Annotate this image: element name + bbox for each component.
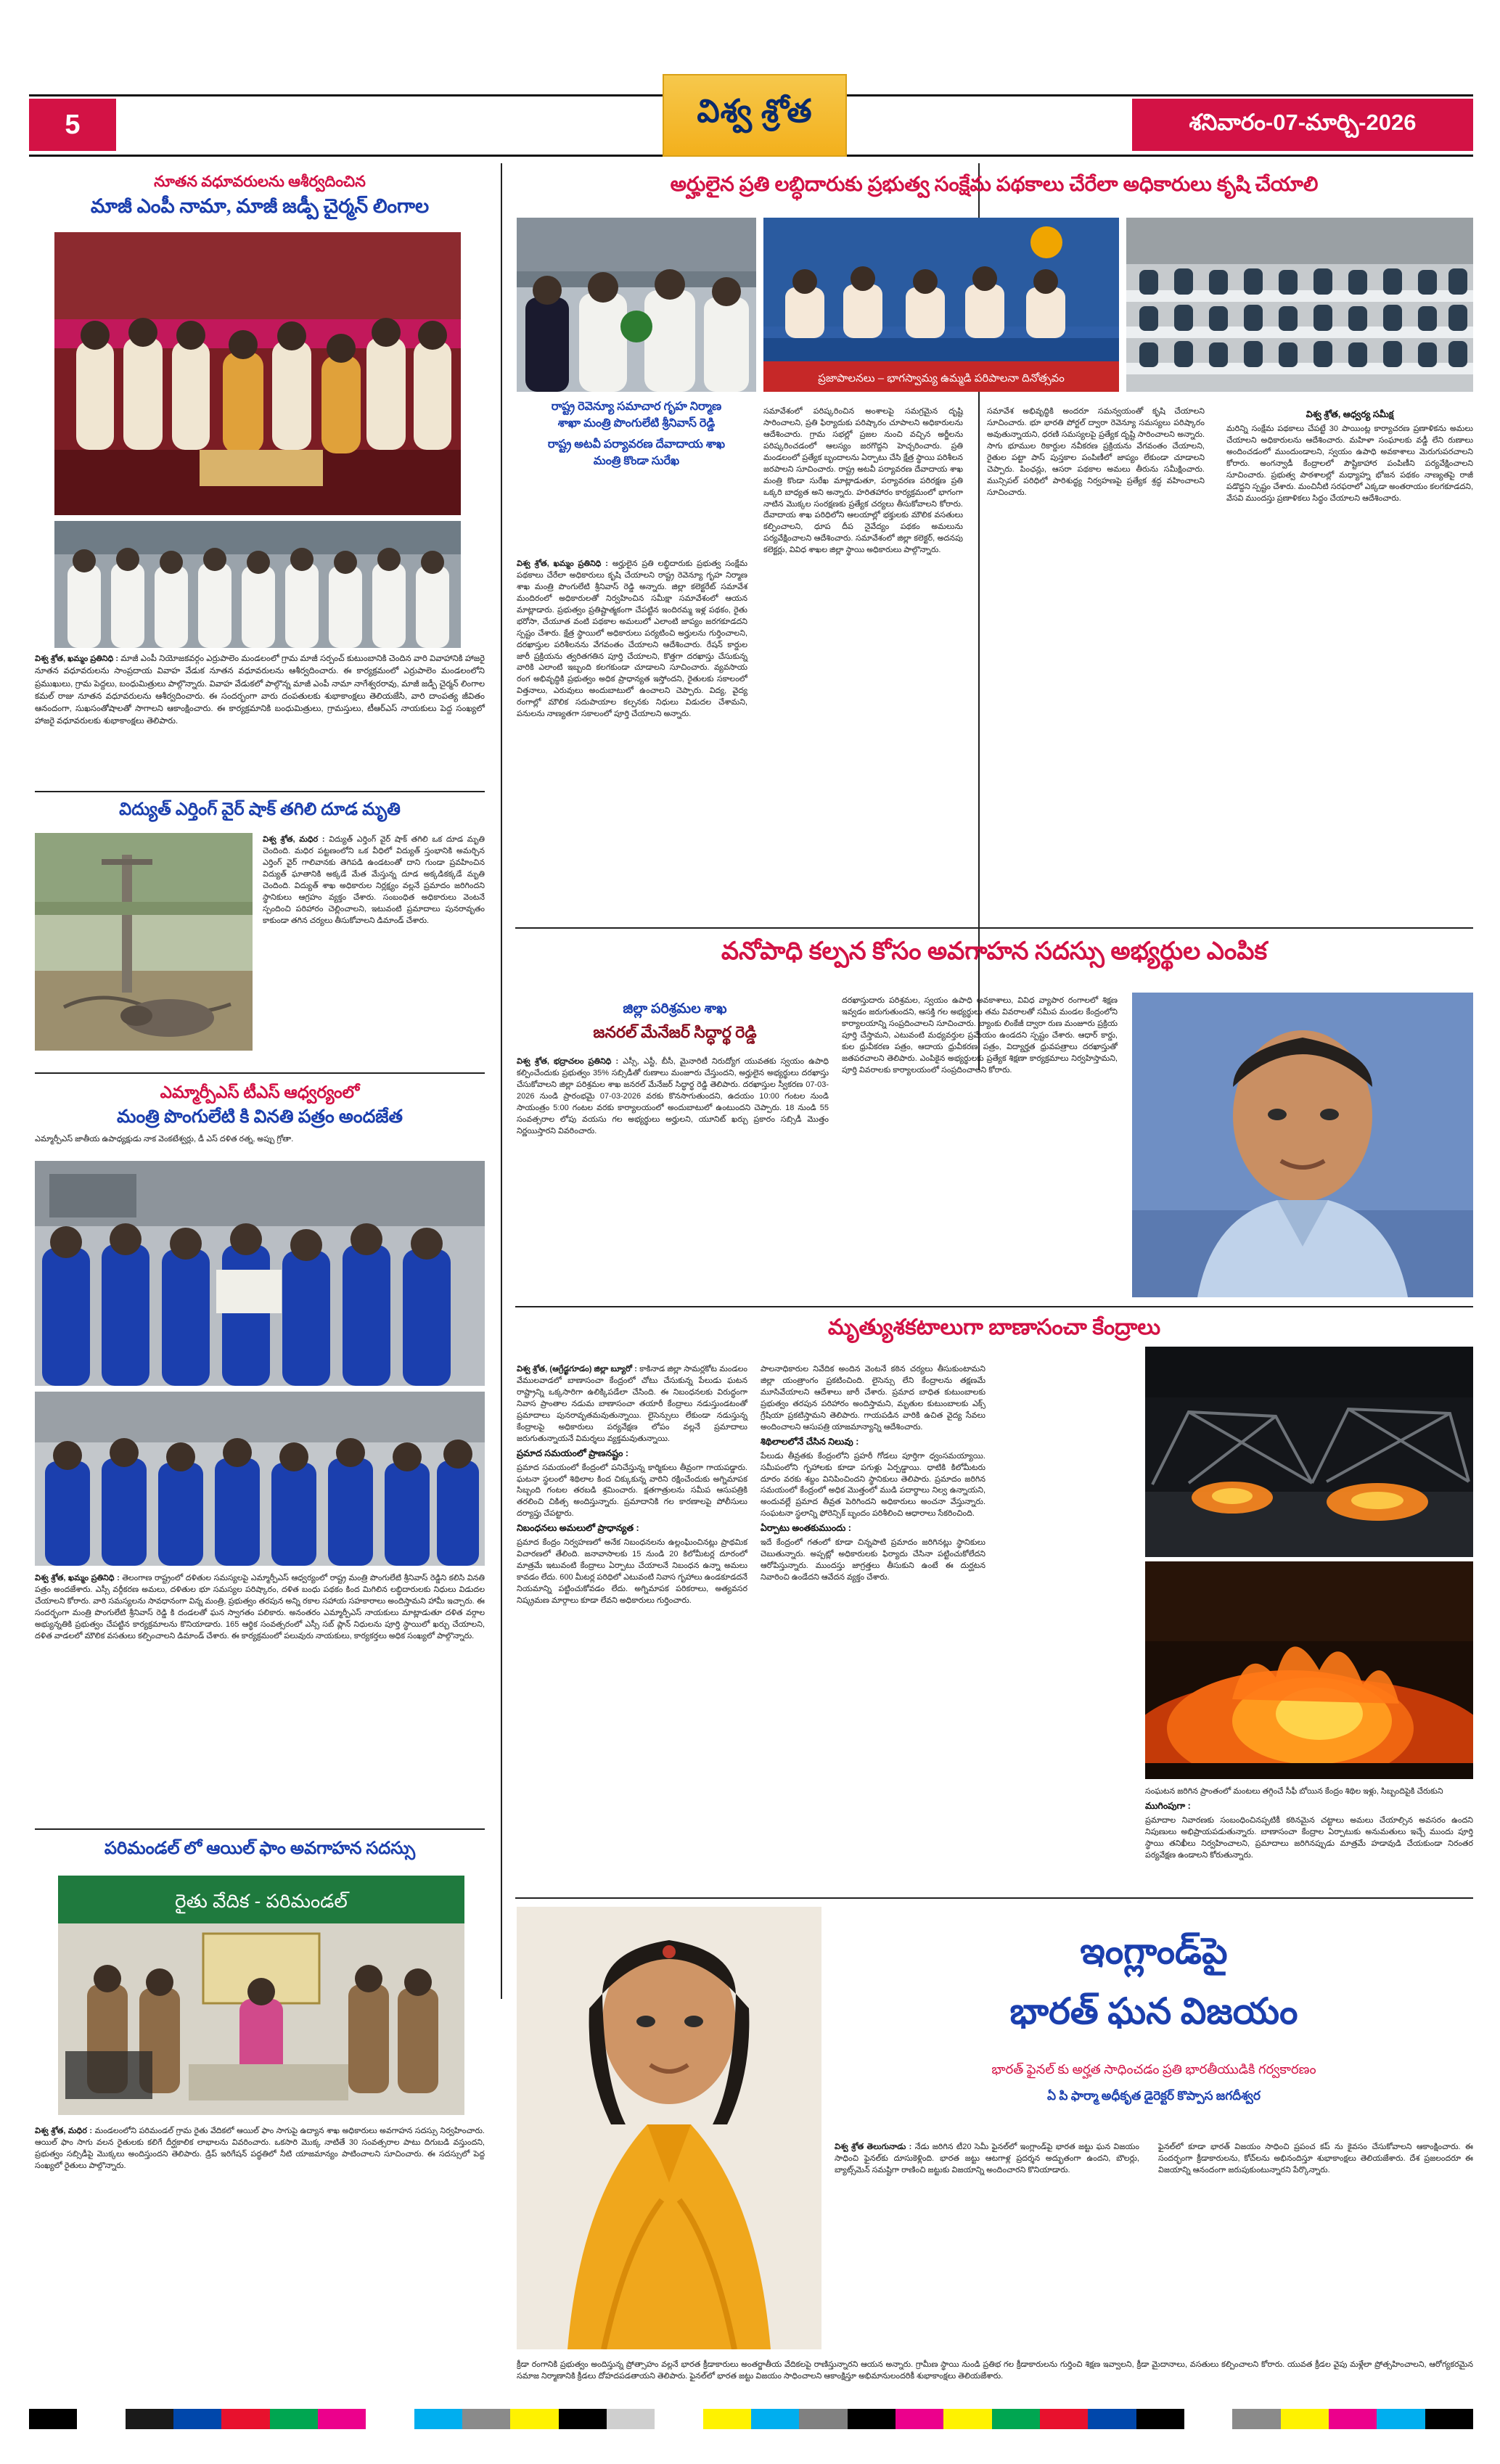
paper-logo <box>663 74 847 157</box>
story-4-text <box>35 2126 485 2172</box>
color-swatch <box>751 2409 799 2429</box>
story-3-photo-meeting <box>35 1161 485 1386</box>
lead-body-a: అర్హులైన ప్రతి లబ్ధిదారుకు ప్రభుత్వ సంక్షేమ పథకాలు చేరేలా అధికారులు కృషి చేయాలని రాష్ట్ర రెవెన్యూ గృహ నిర్మాణ శాఖ మంత్రి పొంగులేటి శ్రీనివాస్ రెడ్డి అన్నారు. జిల్లా కలెక్టరేట్ సమావేశ మందిరంలో అధికారులతో నిర్వహించిన సమీక్షా సమావేశంలో ఆయన మాట్లాడారు. ప్రభుత్వం ప్రతిష్టాత్మకంగా చేపట్టిన ఇందిరమ్మ ఇళ్ల పథకం, రైతు భరోసా, చేయూత వంటి పథకాల అమలులో ఎలాంటి జాప్యం జరగకూడదని స్పష్టం చేశారు. క్షేత్ర స్థాయిలో అధికారులు పర్యటించి అర్హులను గుర్తించాలని, దరఖాస్తుల పరిశీలనను వేగవంతం చేయాలని ఆదేశించారు. రేషన్ కార్డుల జారీ ప్రక్రియను త్వరితగతిన పూర్తి చేయాలని, కొత్తగా దరఖాస్తు చేసుకున్న వారికి ఎలాంటి ఇబ్బంది కలగకుండా చూడాలని సూచించారు. వ్యవసాయ రంగ అభివృద్ధికి ప్రభుత్వం అధిక ప్రాధాన్యత ఇస్తోందని, రైతులకు సకాలంలో విత్తనాలు, ఎరువులు అందుబాటులో ఉంచాలని చెప్పారు. విద్య, వైద్య రంగాల్లో మౌలిక సదుపాయాల కల్పనకు నిధులు విడుదల చేశామని, పనులను నాణ్యతగా సకాలంలో పూర్తి చేయాలని అన్నారు. <box>517 559 747 719</box>
banasancha-headline-block <box>515 1315 1473 1340</box>
bottom-ad-subline: భారత్ ఫైనల్ కు అర్హత సాధించడం ప్రతి భారతీయుడికి గర్వకారణం <box>991 2062 1316 2077</box>
svg-text:రైతు వేదిక - పరిమండల్: రైతు వేదిక - పరిమండల్ <box>175 1890 348 1912</box>
story-4-headline-block <box>35 1839 485 1859</box>
banasancha-sub-1: ప్రమాద సమయంలో ప్రాణనష్టం : <box>517 1447 629 1458</box>
lead-body-col-d <box>1226 406 1473 505</box>
color-swatch <box>462 2409 510 2429</box>
color-swatch <box>77 2409 125 2429</box>
story-1-headline: మాజీ ఎంపీ నామా, మాజీ జడ్పీ చైర్మన్ లింగాల <box>90 194 430 217</box>
color-swatch <box>703 2409 751 2429</box>
bottom-ad-body-left-text: నేడు జరిగిన టీ20 సెమీ ఫైనల్‌లో ఇంగ్లాండ్‌పై భారత జట్టు ఘన విజయం సాధించి ఫైనల్‌కు దూసుకెళ్లింది. భారత జట్టు ఆటగాళ్ల ప్రదర్శన అద్భుతంగా ఉందని, బౌలర్లు, బ్యాట్స్‌మెన్ సమష్టిగా రాణించి జట్టుకు విజయాన్ని అందించారని కొనియాడారు. <box>835 2143 1140 2175</box>
vanopadhi-org-block <box>522 1001 827 1042</box>
bottom-ad-body-bottom-text: క్రీడా రంగానికి ప్రభుత్వం అందిస్తున్న ప్రోత్సాహం వల్లనే భారత క్రీడాకారులు అంతర్జాతీయ వేదికలపై రాణిస్తున్నారని ఆయన అన్నారు. గ్రామీణ స్థాయి నుండి ప్రతిభ గల క్రీడాకారులను గుర్తించి శిక్షణ ఇవ్వాలని, క్రీడా మైదానాలు, వసతులు కల్పించాలని కోరారు. యువత క్రీడల వైపు మళ్లేలా ప్రోత్సహించాలని, ఆరోగ్యకరమైన సమాజ నిర్మాణానికి క్రీడలు దోహదపడతాయని తెలిపారు. ఫైనల్‌లో భారత జట్టు విజయం సాధించాలని ఆకాంక్షిస్తూ అభిమానులందరికీ శుభాకాంక్షలు తెలియజేశారు. <box>517 2360 1473 2381</box>
banasancha-sub-5: ముగింపుగా : <box>1145 1800 1191 1811</box>
story-2-byline: విశ్వ శ్రోత, మధిర : <box>263 835 325 844</box>
color-swatch <box>221 2409 269 2429</box>
vanopadhi-body-right-text: దరఖాస్తుదారు పరిశ్రమల, స్వయం ఉపాధి అవకాశాలు, వివిధ వ్యాపార రంగాలలో శిక్షణ ఇవ్వడం జరుగుతుందని, ఆసక్తి గల అభ్యర్థులు తమ వివరాలతో సమీప మండల కేంద్రంలోని కార్యాలయాన్ని సంప్రదించాలని సూచించారు. బ్యాంకు లింకేజీ ద్వారా రుణ మంజూరు ప్రక్రియ పూర్తి చేస్తామని, ఎటువంటి మధ్యవర్తుల ప్రమేయం ఉండదని స్పష్టం చేశారు. ఆధార్ కార్డు, కుల ధ్రువీకరణ పత్రం, ఆదాయ ధ్రువీకరణ పత్రం, విద్యార్హత ధ్రువపత్రాలు దరఖాస్తుతో జతపరచాలని తెలిపారు. ఎంపికైన అభ్యర్థులకు ప్రత్యేక శిక్షణా కార్యక్రమాలు నిర్వహిస్తామని, పూర్తి వివరాలకు కార్యాలయంలో సంప్రదించాలని కోరారు. <box>842 996 1118 1075</box>
banasancha-photo-destroyed-shed <box>1145 1347 1473 1557</box>
divider-col1-c <box>35 1828 485 1830</box>
lead-story-headline: అర్హులైన ప్రతి లబ్ధిదారుకు ప్రభుత్వ సంక్షేమ పథకాలు చేరేలా అధికారులు కృషి చేయాలి <box>670 173 1319 196</box>
banasancha-col-a <box>517 1364 747 1607</box>
bottom-ad-body-left <box>835 2142 1139 2177</box>
vanopadhi-body-left <box>517 1056 829 1138</box>
bottom-ad-portrait-photo <box>517 1907 821 2349</box>
color-swatch <box>29 2409 77 2429</box>
color-swatch <box>414 2409 462 2429</box>
bottom-ad-byline: విశ్వ శ్రోత తెలుగునాడు : <box>835 2143 912 2151</box>
story-4-body: మండలంలోని పరిమండల్ గ్రామ రైతు వేదికలో ఆయిల్ ఫాం సాగుపై ఉద్యాన శాఖ అధికారులు అవగాహన సదస్సు నిర్వహించారు. ఆయిల్ ఫాం సాగు వలన రైతులకు కలిగే దీర్ఘకాలిక లాభాలను వివరించారు. ఒకసారి మొక్క నాటితే 30 సంవత్సరాల పాటు దిగుబడి వస్తుందని, ప్రభుత్వం సబ్సిడీపై మొక్కలు అందిస్తుందని తెలిపారు. డ్రిప్ ఇరిగేషన్ పద్ధతిలో నీటి యాజమాన్యం పాటించాలని సూచించారు. ఈ సదస్సులో పెద్ద సంఖ్యలో రైతులు పాల్గొన్నారు. <box>35 2127 485 2170</box>
svg-text:ప్రజాపాలనలు – భాగస్వామ్య ఉమ్మడ: ప్రజాపాలనలు – భాగస్వామ్య ఉమ్మడి పరిపాలనా దినోత్సవం <box>818 372 1065 385</box>
color-swatch <box>1088 2409 1136 2429</box>
banasancha-caption-text: సంఘటన జరిగిన ప్రాంతంలో మంటలు తగ్గించే సీఫీ బోయిన కేంద్రం శిథిల ఇళ్లు, సిబ్బందిపైకి చేరుకుని <box>1145 1787 1443 1796</box>
lead-body-b: సమావేశంలో పరిష్కరించిన అంశాలపై సమగ్రమైన దృష్టి సారించాలని, ప్రతి ఫిర్యాదుకు పరిష్కారం చూపాలని అధికారులను ఆదేశించారు. గ్రామ సభల్లో ప్రజల నుంచి వచ్చిన అర్జీలను పరిష్కరించడంలో ఆలస్యం జరగొద్దని హెచ్చరించారు. ప్రతి మండలంలో ప్రత్యేక బృందాలను ఏర్పాటు చేసి క్షేత్ర స్థాయి పరిశీలన జరపాలని సూచించారు. రాష్ట్ర అటవీ పర్యావరణ దేవాదాయ శాఖ మంత్రి కొండా సురేఖ మాట్లాడుతూ, పర్యావరణ పరిరక్షణ ప్రతి ఒక్కరి బాధ్యత అని అన్నారు. హరితహారం కార్యక్రమంలో భాగంగా నాటిన మొక్కల సంరక్షణకు ప్రత్యేక చర్యలు తీసుకోవాలని కోరారు. దేవాదాయ శాఖ పరిధిలోని ఆలయాల్లో భక్తులకు మౌలిక వసతులు కల్పించాలని, ధూప దీప నైవేద్యం పథకం అమలును పర్యవేక్షించాలని ఆదేశించారు. సమావేశంలో జిల్లా కలెక్టర్, అదనపు కలెక్టర్లు, వివిధ శాఖల జిల్లా స్థాయి అధికారులు పాల్గొన్నారు. <box>763 407 963 555</box>
story-4-byline: విశ్వ శ్రోత, మధిర : <box>35 2127 93 2135</box>
color-swatch <box>799 2409 847 2429</box>
story-1-body: మాజీ ఎంపీ నియోజకవర్గం ఎర్రుపాలెం మండలంలో గ్రామ మాజీ సర్పంచ్ కుటుంబానికి చెందిన వారి వివాహానికి హాజరై నూతన వధూవరులను సాంప్రదాయ వివాహ వేడుక నూతన వధూవరులను ఆశీర్వదించారు. ఈ కార్యక్రమంలో ఎర్రుపాలెం మండలంలోని ప్రముఖులు, గ్రామ పెద్దలు, బంధుమిత్రులు పాల్గొన్నారు. వివాహ వేడుకలో పాల్గొన్న మాజీ ఎంపీ నామా నాగేశ్వరరావు, మాజీ జడ్పీ చైర్మన్ లింగాల కమల్ రాజు నూతన వధూవరులను ఆశీర్వదించారు. ఈ సందర్భంగా వారు దంపతులకు శుభాకాంక్షలు తెలియజేసి, వారి దాంపత్య జీవితం ఆనందంగా, సుఖసంతోషాలతో సాగాలని ఆకాంక్షించారు. ఈ కార్యక్రమానికి బంధుమిత్రులు, గ్రామస్తులు, టీఆర్ఎస్ నాయకులు పెద్ద సంఖ్యలో హాజరై వధూవరులకు శుభాకాంక్షలు తెలిపారు. <box>35 654 485 726</box>
story-2-body: విద్యుత్ ఎర్తింగ్ వైర్ షాక్ తగిలి ఒక దూడ మృతి చెందింది. మధిర పట్టణంలోని ఒక వీధిలో విద్యుత్ స్తంభానికి అమర్చిన ఎర్తింగ్ వైర్ గాలివానకు తెగిపడి ఉండటంతో దాని గుండా ప్రవహించిన విద్యుత్ ఘాతానికి అక్కడే మేత మేస్తున్న దూడ అక్కడికక్కడే మృతి చెందింది. విద్యుత్ శాఖ అధికారుల నిర్లక్ష్యం వల్లనే ప్రమాదం జరిగిందని స్థానికులు ఆగ్రహం వ్యక్తం చేశారు. సంబంధిత అధికారులు వెంటనే స్పందించి పరిహారం చెల్లించాలని, ఇటువంటి ప్రమాదాలు పునరావృతం కాకుండా తగిన చర్యలు తీసుకోవాలని డిమాండ్ చేశారు. <box>263 835 485 925</box>
color-swatch <box>992 2409 1040 2429</box>
story-3-text <box>35 1573 485 1643</box>
lead-photo-minister-plant <box>517 218 756 392</box>
color-swatch <box>559 2409 607 2429</box>
color-swatch <box>270 2409 318 2429</box>
lead-subhead: విశ్వ శ్రోత, ఆధ్వర్య సమీక్ష <box>1306 409 1394 419</box>
page-number: 5 <box>29 99 116 151</box>
color-swatch <box>943 2409 991 2429</box>
color-swatch <box>1136 2409 1184 2429</box>
vanopadhi-headline-block <box>515 937 1473 966</box>
story-1-kicker: నూతన వధూవరులను ఆశీర్వదించిన <box>154 173 366 190</box>
banasancha-photo-fire <box>1145 1561 1473 1779</box>
banasancha-body-f: ఇదే కేంద్రంలో గతంలో కూడా చిన్నపాటి ప్రమాదం జరిగినట్లు స్థానికులు చెబుతున్నారు. అప్పట్లో అధికారులకు ఫిర్యాదు చేసినా పట్టించుకోలేదని ఆరోపిస్తున్నారు. ముందస్తు జాగ్రత్తలు తీసుకుని ఉంటే ఈ దుర్ఘటన నివారించి ఉండేదని ఆవేదన వ్యక్తం చేశారు. <box>761 1538 985 1582</box>
story-1-text <box>35 653 485 728</box>
lead-story-headline-block <box>515 173 1473 197</box>
divider-col1-a <box>35 791 485 792</box>
vanopadhi-body-right <box>842 995 1118 1077</box>
lead-body-d: మరిన్ని సంక్షేమ పథకాలు చేపట్టే 30 పాయింట్ల కార్యాచరణ ప్రణాళికను అమలు చేయాలని అధికారులను ఆదేశించారు. మహిళా సంఘాలకు వడ్డీ లేని రుణాలు అందించడంలో ముందుండాలని, స్వయం ఉపాధి అవకాశాలు మెరుగుపరచాలని కోరారు. అంగన్వాడీ కేంద్రాలలో పౌష్టికాహార పంపిణీని పర్యవేక్షించాలని సూచించారు. ప్రభుత్వ పాఠశాలల్లో మధ్యాహ్న భోజన పథకం నాణ్యతపై రాజీ పడొద్దని స్పష్టం చేశారు. మంచినీటి సరఫరాలో ఎక్కడా అంతరాయం కలగకూడదని, వేసవి ముందస్తు ప్రణాళికలు సిద్ధం చేయాలని ఆదేశించారు. <box>1226 424 1473 503</box>
lead-photo-conference-hall <box>1126 218 1473 392</box>
color-swatch <box>366 2409 414 2429</box>
color-swatch <box>1425 2409 1473 2429</box>
story-2-headline-block <box>35 800 485 820</box>
vanopadhi-headline: వనోపాధి కల్పన కోసం అవగాహన సదస్సు అభ్యర్థుల ఎంపిక <box>721 938 1268 965</box>
color-swatch <box>1281 2409 1329 2429</box>
banasancha-body-b: ప్రమాద సమయంలో కేంద్రంలో పనిచేస్తున్న కార్మికులు తీవ్రంగా గాయపడ్డారు. ఘటనా స్థలంలో శిథిలాల కింద చిక్కుకున్న వారిని రక్షించేందుకు అగ్నిమాపక సిబ్బంది గంటల తరబడి శ్రమించారు. క్షతగాత్రులను సమీప ఆసుపత్రికి తరలించి చికిత్స అందిస్తున్నారు. ప్రమాదానికి గల కారణాలపై పోలీసులు దర్యాప్తు చేపట్టారు. <box>517 1463 747 1519</box>
lead-caption-2: శాఖా మంత్రి పొంగులేటి శ్రీనివాస్ రెడ్డి <box>557 416 716 430</box>
color-swatch <box>848 2409 896 2429</box>
banasancha-body-d: పాలనాధికారుల నివేదిక అందిన వెంటనే కఠిన చర్యలు తీసుకుంటామని జిల్లా యంత్రాంగం ప్రకటించింది. లైసెన్సు లేని కేంద్రాలను తక్షణమే మూసివేయాలని ఆదేశాలు జారీ చేశారు. ప్రమాద బాధిత కుటుంబాలకు ప్రభుత్వం తరపున పరిహారం అందిస్తామని, మృతుల కుటుంబాలకు ఎక్స్ గ్రేషియా ప్రకటిస్తామని తెలిపారు. గాయపడిన వారికి ఉచిత వైద్య సేవలు అందించాలని ఆసుపత్రి యాజమాన్యాన్ని ఆదేశించారు. <box>761 1365 985 1432</box>
color-swatch <box>1232 2409 1280 2429</box>
vanopadhi-portrait-photo <box>1132 993 1473 1297</box>
bottom-ad-headline-2: భారత్ ఘన విజయం <box>1009 1991 1298 2032</box>
banasancha-photo-caption <box>1145 1786 1473 1862</box>
story-4-headline: పరిమండల్ లో ఆయిల్ ఫాం అవగాహన సదస్సు <box>104 1839 416 1858</box>
masthead <box>29 94 1473 157</box>
banasancha-body-c: ప్రమాద కేంద్రం నిర్వహణలో అనేక నిబంధనలను ఉల్లంఘించినట్లు ప్రాథమిక విచారణలో తేలింది. జనావాసాలకు 15 నుండి 20 కిలోమీటర్ల దూరంలో మాత్రమే ఇటువంటి కేంద్రాలు ఏర్పాటు చేయాలనే నిబంధన ఉన్నా అమలు కావడం లేదు. 600 మీటర్ల పరిధిలో ఎటువంటి నివాస గృహాలు ఉండకూడదనే నియమాన్ని పట్టించుకోవడం లేదు. అగ్నిమాపక పరికరాలు, అత్యవసర నిష్క్రమణ మార్గాలు కూడా లేవని అధికారులు గుర్తించారు. <box>517 1538 747 1605</box>
vanopadhi-org-line2: జనరల్ మేనేజర్ సిద్ధార్థ రెడ్డి <box>593 1023 757 1042</box>
vanopadhi-body-left-text: ఎస్సీ, ఎస్టీ, బీసీ, మైనారిటీ నిరుద్యోగ యువతకు స్వయం ఉపాధి కల్పించేందుకు ప్రభుత్వం 35% సబ్సిడీతో రుణాలు మంజూరు చేస్తుందని, అర్హులైన అభ్యర్థులు దరఖాస్తు చేసుకోవాలని జిల్లా పరిశ్రమల శాఖ జనరల్ మేనేజర్ సిద్ధార్థ రెడ్డి తెలిపారు. దరఖాస్తుల స్వీకరణ 07-03-2026 నుండి ప్రారంభమై 07-03-2026 వరకు కొనసాగుతుందని, ఉదయం 10:00 గంటల నుండి సాయంత్రం 5:00 గంటల వరకు కార్యాలయంలో అందుబాటులో ఉంటుందని చెప్పారు. 18 నుండి 55 సంవత్సరాల లోపు వయసు గల అభ్యర్థులు అర్హులని, యూనిట్ ఖర్చు ప్రకారం సబ్సిడీ మొత్తం నిర్ణయిస్తారని వివరించారు. <box>517 1057 829 1136</box>
lead-caption-1: రాష్ట్ర రెవెన్యూ సమాచార గృహ నిర్మాణ <box>551 401 722 413</box>
story-2-photo-pole <box>35 833 253 1051</box>
lead-body-col-b <box>763 406 963 557</box>
story-1-photo-wedding <box>54 232 461 515</box>
issue-date: శనివారం-07-మార్చి-2026 <box>1132 99 1473 151</box>
lead-photo-dais <box>763 218 1119 392</box>
vanopadhi-byline: విశ్వ శ్రోత, భద్రాచలం ప్రతినిధి : <box>517 1057 619 1066</box>
story-3-body: తెలంగాణ రాష్ట్రంలో దళితుల సమస్యలపై ఎమ్మార్పీఎస్ ఆధ్వర్యంలో రాష్ట్ర మంత్రి పొంగులేటి శ్రీనివాస్ రెడ్డిని కలిసి వినతి పత్రం అందజేశారు. ఎస్సీ వర్గీకరణ అమలు, దళితుల భూ సమస్యల పరిష్కారం, దళిత బంధు పథకం కింద మిగిలిన లబ్ధిదారులకు నిధులు విడుదల చేయాలని కోరారు. వారి సమస్యలను సావధానంగా విన్న మంత్రి, ప్రభుత్వం తరపున అన్ని రకాల సహాయ సహకారాలు అందిస్తామని హామీ ఇచ్చారు. ఈ సందర్భంగా మంత్రి పొంగులేటి శ్రీనివాస్ రెడ్డి కి దండలతో ఘన స్వాగతం పలికారు. అనంతరం ఎమ్మార్పీఎస్ నాయకులు మాట్లాడుతూ దళిత వర్గాల అభ్యున్నతికి ప్రభుత్వం చేపట్టిన కార్యక్రమాలను కొనియాడారు. 165 ఆర్థిక సంవత్సరంలో ఎస్సీ సబ్ ప్లాన్ నిధులను పూర్తి స్థాయిలో ఖర్చు చేయాలని, దళిత వాడలలో మౌలిక వసతులు కల్పించాలని డిమాండ్ చేశారు. ఈ కార్యక్రమంలో పలువురు నాయకులు, కార్యకర్తలు అధిక సంఖ్యలో పాల్గొన్నారు. <box>35 1574 485 1640</box>
color-swatch <box>318 2409 366 2429</box>
lead-byline: విశ్వ శ్రోత, ఖమ్మం ప్రతినిధి : <box>517 559 608 568</box>
divider-banasancha-bottom <box>515 1897 1473 1899</box>
color-swatch <box>1184 2409 1232 2429</box>
banasancha-sub-2: నిబంధనలు అమలులో ప్రాధాన్యత : <box>517 1523 639 1534</box>
story-3-kicker: ఎమ్మార్పీఎస్ టీఎస్ ఆధ్వర్యంలో <box>160 1083 360 1101</box>
lead-body-c: సమావేశ అభివృద్ధికి అందరూ సమన్వయంతో కృషి చేయాలని సూచించారు. భూ భారతి పోర్టల్ ద్వారా రెవెన్యూ సమస్యలు పరిష్కారం అవుతున్నాయని, ధరణి సమస్యలపై ప్రత్యేక దృష్టి సారించాలని అన్నారు. సాగు భూముల రికార్డుల నవీకరణ ప్రక్రియను వేగవంతం చేయాలని, రైతుల పట్టా పాస్ పుస్తకాల పంపిణీలో జాప్యం లేకుండా చూడాలని చెప్పారు. పింఛన్లు, ఆసరా పథకాల అమలు తీరును సమీక్షించారు. మున్సిపల్ పరిధిలో పారిశుద్ధ్య నిర్వహణపై ప్రత్యేక శ్రద్ధ వహించాలని సూచించారు. <box>987 407 1205 497</box>
bottom-ad-body-right-text: ఫైనల్‌లో కూడా భారత్ విజయం సాధించి ప్రపంచ కప్ ను కైవసం చేసుకోవాలని ఆకాంక్షించారు. ఈ సందర్భంగా క్రీడాకారులను, కోచ్‌లను అభినందిస్తూ శుభాకాంక్షలు తెలియజేశారు. దేశ ప్రజలందరూ ఈ విజయాన్ని ఆనందంగా జరుపుకుంటున్నారని పేర్కొన్నారు. <box>1158 2143 1473 2175</box>
bottom-ad-headline-block <box>835 1930 1473 2103</box>
banasancha-byline: విశ్వ శ్రోత, (ఆగ్రేడ్ఖగూడం) జిల్లా బ్యూరో : <box>517 1365 637 1373</box>
bottom-ad-credit: ఏ పి ఫార్మా అధీకృత డైరెక్టర్ కొప్పాస జగదీశ్వర <box>1047 2089 1261 2103</box>
story-3-intro: ఎమ్మార్పీఎస్ జాతీయ ఉపాధ్యక్షుడు నాక వెంకటేశ్వర్లు, డీ ఎస్ దళిత రత్న, అప్పు గ్రోతా. <box>35 1134 294 1143</box>
color-swatch <box>173 2409 221 2429</box>
color-swatch <box>1040 2409 1088 2429</box>
story-2-headline: విద్యుత్ ఎర్తింగ్ వైర్ షాక్ తగిలి దూడ మృతి <box>119 800 401 819</box>
lead-body-col-c <box>987 406 1205 499</box>
color-calibration-bar <box>29 2409 1473 2429</box>
color-swatch <box>1329 2409 1377 2429</box>
story-3-headline-block <box>35 1083 485 1146</box>
story-4-photo-rythu-vedika <box>58 1876 464 2115</box>
lead-caption-3: రాష్ట్ర అటవీ పర్యావరణ దేవాదాయ శాఖ <box>547 438 726 451</box>
color-swatch <box>126 2409 173 2429</box>
banasancha-col-b <box>761 1364 985 1584</box>
color-swatch <box>607 2409 655 2429</box>
banasancha-body-a: కాకినాడ జిల్లా సామర్లకోట మండలం వేములవాడలో బాణాసంచా కేంద్రంలో చోటు చేసుకున్న పేలుడు ఘటన రాష్ట్రాన్ని ఒక్కసారిగా ఉలిక్కిపడేలా చేసింది. ఈ నిబంధనలకు విరుద్ధంగా నివాస ప్రాంతాల నడుమ బాణాసంచా తయారీ కేంద్రాలు నడుస్తుండటంతో ప్రమాదాలు పునరావృతమవుతున్నాయి. లైసెన్సులు లేకుండా నడుస్తున్న కేంద్రాలపై అధికారులు పర్యవేక్షణ లోపం వల్లనే ప్రమాదాలు జరుగుతున్నాయనే విమర్శలు వ్యక్తమవుతున్నాయి. <box>517 1365 748 1443</box>
story-3-photo-petition <box>35 1392 485 1566</box>
story-2-text <box>263 834 485 927</box>
vanopadhi-org-line1: జిల్లా పరిశ్రమల శాఖ <box>623 1001 727 1017</box>
lead-caption-block <box>517 401 756 469</box>
banasancha-body-e: పేలుడు తీవ్రతకు కేంద్రంలోని ప్రహరీ గోడలు పూర్తిగా ధ్వంసమయ్యాయి. సమీపంలోని గృహాలకు కూడా పగుళ్లు ఏర్పడ్డాయి. ధాటికి కిలోమీటరు దూరం వరకు శబ్దం వినిపించిందని స్థానికులు తెలిపారు. ప్రమాదం జరిగిన సమయంలో కేంద్రంలో అధిక మొత్తంలో ముడి పదార్థాలు నిల్వ ఉన్నాయని, అందువల్లే ప్రమాద తీవ్రత పెరిగిందని అధికారులు అంచనా వేస్తున్నారు. సంఘటనా స్థలాన్ని ఫోరెన్సిక్ బృందం పరిశీలించి ఆధారాలు సేకరించింది. <box>761 1451 985 1519</box>
story-1-headline-block <box>35 173 485 218</box>
color-swatch <box>896 2409 943 2429</box>
bottom-ad-body-bottom <box>517 2360 1473 2383</box>
story-1-photo-group <box>54 521 461 648</box>
divider-vanopadhi-bottom <box>515 1306 1473 1307</box>
color-swatch <box>1377 2409 1425 2429</box>
column-rule-1 <box>501 163 502 1999</box>
story-1-byline: విశ్వ శ్రోత, ఖమ్మం ప్రతినిధి : <box>35 654 119 663</box>
banasancha-sub-4: ఏర్పాటు అంతకుముందు : <box>761 1523 851 1534</box>
banasancha-sub-3: శిథిలాలలోనే చేసిన నిలువు : <box>761 1436 859 1447</box>
lead-caption-4: మంత్రి కొండా సురేఖ <box>593 454 680 467</box>
banasancha-headline: మృత్యుశకటాలుగా బాణాసంచా కేంద్రాలు <box>827 1315 1161 1339</box>
divider-lead-bottom <box>515 927 1473 929</box>
story-3-headline: మంత్రి పొంగులేటి కి వినతి పత్రం అందజేత <box>117 1107 403 1128</box>
paper-name: విశ్వ శ్రోత <box>697 94 813 129</box>
color-swatch <box>655 2409 702 2429</box>
banasancha-body-g: ప్రమాదాల నివారణకు సంబంధించినప్పటికీ కఠినమైన చట్టాలు అమలు చేయాల్సిన అవసరం ఉందని నిపుణులు అభిప్రాయపడుతున్నారు. బాణాసంచా కేంద్రాల ఏర్పాటుకు అనుమతులు ఇచ్చే ముందు పూర్తి స్థాయి తనిఖీలు నిర్వహించాలని, ప్రమాదాలు జరిగినప్పుడు మాత్రమే హడావుడి చేయకుండా నిరంతర పర్యవేక్షణ ఉండాలని కోరుతున్నారు. <box>1145 1815 1473 1860</box>
color-swatch <box>510 2409 558 2429</box>
bottom-ad-body-right <box>1158 2142 1473 2177</box>
bottom-ad-headline-1: ఇంగ్లాండ్‌పై <box>1080 1931 1228 1971</box>
story-3-byline: విశ్వ శ్రోత, ఖమ్మం ప్రతినిధి : <box>35 1574 120 1582</box>
lead-body-col-a <box>517 559 747 720</box>
divider-col1-b <box>35 1072 485 1074</box>
